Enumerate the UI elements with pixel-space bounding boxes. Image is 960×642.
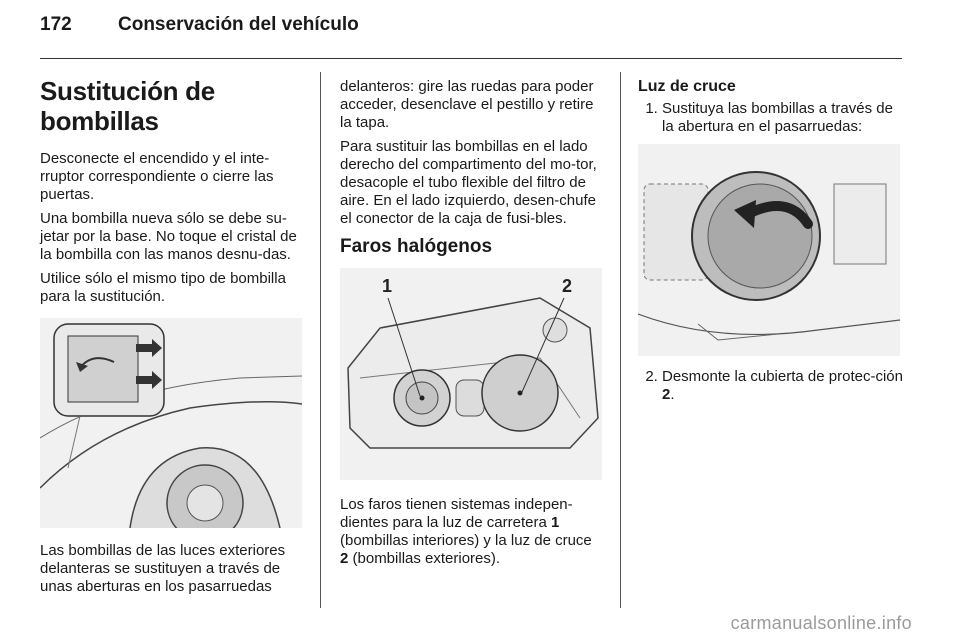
section-heading: Faros halógenos bbox=[340, 236, 493, 257]
paragraph: Las bombillas de las luces exteriores delanteras se sustituyen a través de unas aberturas en los pasarruedas bbox=[40, 542, 286, 595]
paragraph: Desconecte el encendido y el inte-rruptor correspondiente o cierre las puertas. bbox=[40, 150, 274, 203]
page-header bbox=[40, 14, 359, 36]
column-2 bbox=[340, 78, 604, 574]
headlamp-drawing bbox=[340, 268, 602, 480]
wheel-arch-illustration bbox=[40, 318, 302, 528]
column-3 bbox=[638, 78, 903, 404]
low-beam-illustration bbox=[638, 144, 900, 356]
bold-ref-1: 1 bbox=[550, 514, 560, 531]
column-divider-2 bbox=[620, 72, 621, 608]
bold-ref-2: 2 bbox=[340, 550, 349, 567]
bold-ref-2: 2 bbox=[662, 386, 671, 403]
figure-label-1: 1 bbox=[382, 276, 393, 296]
low-beam-drawing bbox=[638, 144, 900, 356]
step-2: 2. Desmonte la cubierta de protec-ción 2. bbox=[662, 368, 903, 404]
figure-caption: Los faros tienen sistemas indepen-dientes para la luz de carretera 1 (bombillas interiores) y la luz de cruce 2 (bombillas exteriores). bbox=[340, 496, 592, 567]
figure-label-2: 2 bbox=[562, 276, 573, 296]
wheel-arch-drawing bbox=[40, 318, 302, 528]
step-1: 1. Sustituya las bombillas a través de la abertura en el pasarruedas: bbox=[662, 100, 903, 136]
paragraph: Utilice sólo el mismo tipo de bombilla para la sustitución. bbox=[40, 270, 286, 305]
section-title: Conservación del vehículo bbox=[118, 14, 359, 35]
steps-list bbox=[638, 100, 903, 136]
column-1 bbox=[40, 76, 305, 602]
column-divider-1 bbox=[320, 72, 321, 608]
watermark: carmanualsonline.info bbox=[730, 613, 912, 633]
page-title: Sustitución de bombillas bbox=[40, 76, 215, 136]
paragraph: Para sustituir las bombillas en el lado derecho del compartimento del mo-tor, desacople el tubo flexible del filtro de aire. En el lado izquierdo, desen-chufe el conector de la caja de fusi-bles. bbox=[340, 138, 597, 227]
section-heading: Luz de cruce bbox=[638, 78, 736, 95]
headlamp-illustration bbox=[340, 268, 602, 480]
paragraph: delanteros: gire las ruedas para poder acceder, desenclave el pestillo y retire la tapa. bbox=[340, 78, 594, 131]
page-number: 172 bbox=[40, 14, 72, 35]
steps-list-continued bbox=[638, 368, 903, 404]
paragraph: Una bombilla nueva sólo se debe su-jetar por la base. No toque el cristal de la bombilla con las manos desnu-das. bbox=[40, 210, 297, 263]
header-rule bbox=[40, 58, 902, 59]
